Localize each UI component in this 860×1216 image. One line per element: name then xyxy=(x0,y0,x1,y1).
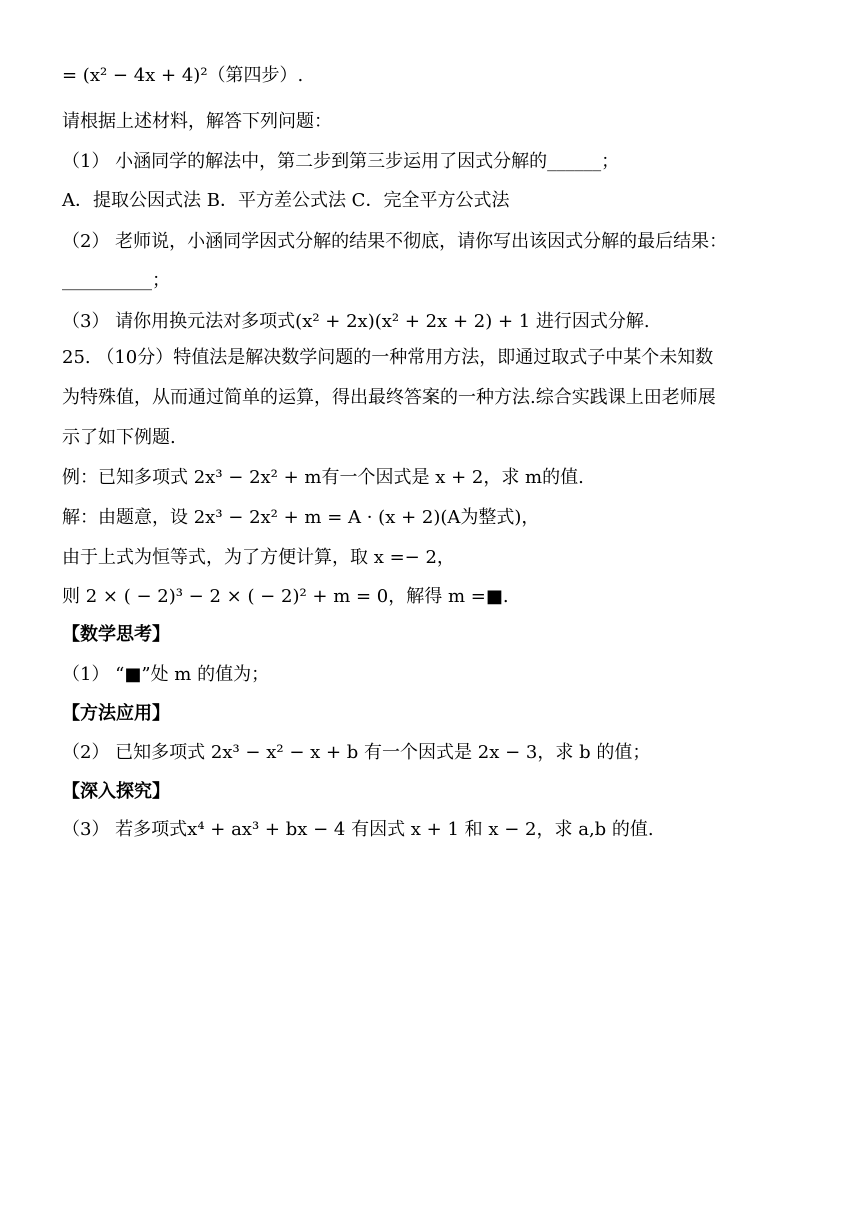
solution-line-1: 解：由题意，设 2x³ − 2x² + m = A · (x + 2)(A为整式)， xyxy=(62,507,540,528)
section-deep-exploration: 【深入探究】 xyxy=(62,781,170,802)
question-24-2-blank: __________； xyxy=(62,270,170,291)
question-24-1: （1） 小涵同学的解法中，第二步到第三步运用了因式分解的______； xyxy=(62,151,620,172)
question-24-3: （3） 请你用换元法对多项式(x² + 2x)(x² + 2x + 2) + 1 进行因式分解. xyxy=(62,311,650,332)
step-four-line: = (x² − 4x + 4)²（第四步）. xyxy=(62,65,304,86)
question-24-2: （2） 老师说，小涵同学因式分解的结果不彻底，请你写出该因式分解的最后结果： xyxy=(62,231,728,252)
question-25-3: （3） 若多项式x⁴ + ax³ + bx − 4 有因式 x + 1 和 x − 2，求 a,b 的值. xyxy=(62,819,654,840)
question-25-2: （2） 已知多项式 2x³ − x² − x + b 有一个因式是 2x − 3，求 b 的值； xyxy=(62,742,651,763)
instruction-line: 请根据上述材料，解答下列问题： xyxy=(62,111,332,132)
solution-line-2: 由于上式为恒等式，为了方便计算，取 x =− 2， xyxy=(62,547,455,568)
question-24-1-options: A．提取公因式法 B．平方差公式法 C．完全平方公式法 xyxy=(62,190,510,211)
question-25-1: （1） “■”处 m 的值为； xyxy=(62,664,270,685)
example-statement: 例：已知多项式 2x³ − 2x² + m有一个因式是 x + 2，求 m的值. xyxy=(62,467,584,488)
question-25-intro-line-1: 25. （10分）特值法是解决数学问题的一种常用方法，即通过取式子中某个未知数 xyxy=(62,347,714,368)
section-math-thinking: 【数学思考】 xyxy=(62,624,170,645)
question-25-intro-line-2: 为特殊值，从而通过简单的运算，得出最终答案的一种方法.综合实践课上田老师展 xyxy=(62,387,716,408)
section-method-application: 【方法应用】 xyxy=(62,703,170,724)
question-25-intro-line-3: 示了如下例题. xyxy=(62,427,176,448)
solution-line-3: 则 2 × ( − 2)³ − 2 × ( − 2)² + m = 0，解得 m =■. xyxy=(62,586,509,607)
